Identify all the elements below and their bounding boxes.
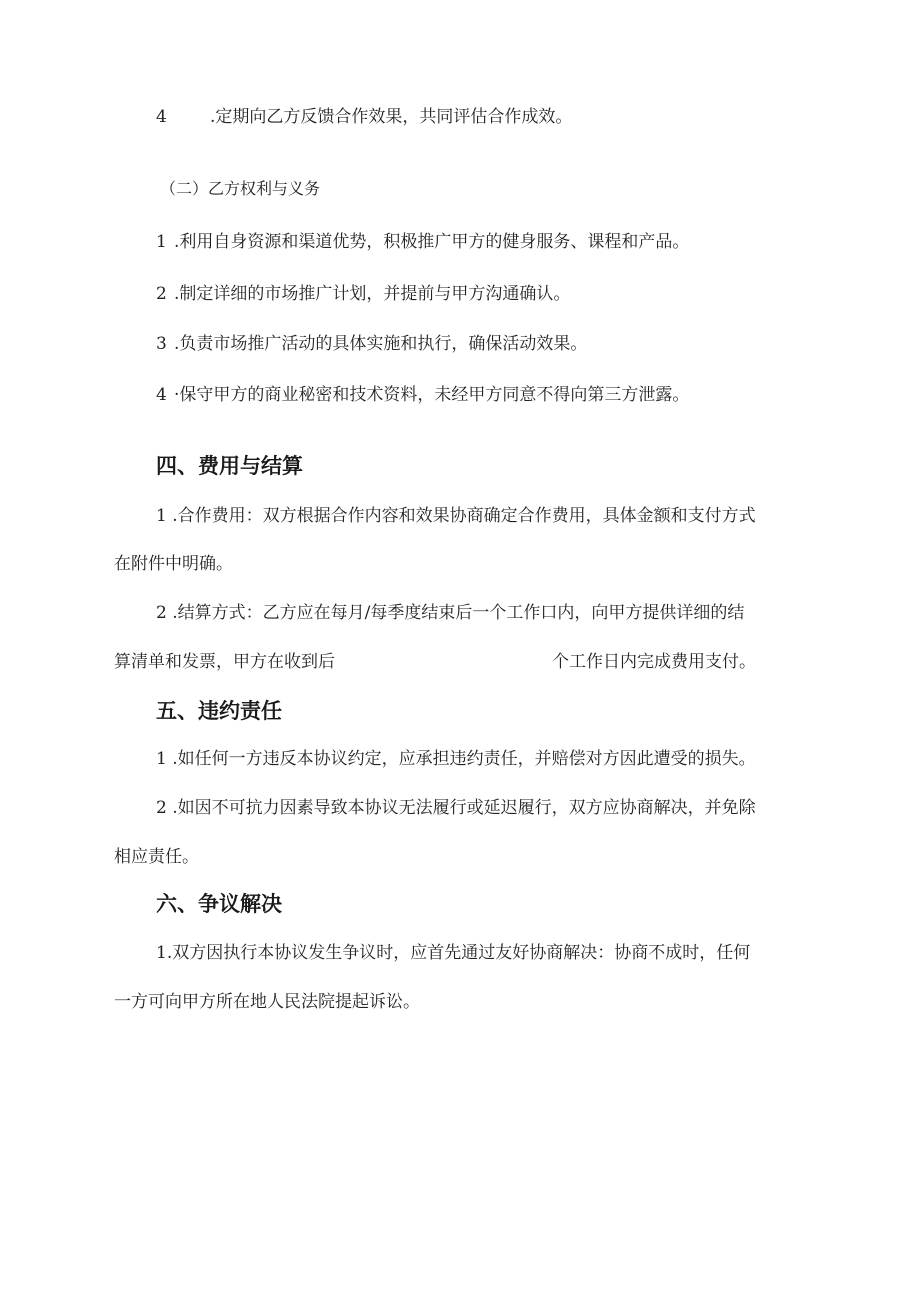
section-4-item-1-line-1: 1 .合作费用：双方根据合作内容和效果协商确定合作费用，具体金额和支付方式 — [156, 506, 756, 526]
section-4-item-1-line-2: 在附件中明确。 — [114, 554, 233, 574]
item-number: 4 — [156, 107, 167, 127]
section-5-item-2-line-1: 2 .如因不可抗力因素导致本协议无法履行或延迟履行，双方应协商解决，并免除 — [156, 798, 756, 818]
partyB-subtitle: （二）乙方权利与义务 — [160, 179, 321, 198]
partyB-item-2 — [156, 283, 570, 305]
item-text: ·保守甲方的商业秘密和技术资料，未经甲方同意不得向第三方泄露。 — [174, 385, 690, 405]
item-number: 1 — [156, 232, 167, 252]
section-4-item-2-line-2b: 个工作日内完成费用支付。 — [552, 652, 756, 672]
partyB-item-4 — [156, 384, 689, 406]
partyA-item-4 — [156, 106, 572, 128]
item-number: 2 — [156, 284, 167, 304]
section-4-title: 四、费用与结算 — [156, 454, 303, 478]
section-6-item-1-line-1: 1.双方因执行本协议发生争议时，应首先通过友好协商解决：协商不成时，任何 — [156, 943, 751, 963]
item-text: .定期向乙方反馈合作效果，共同评估合作成效。 — [210, 107, 573, 127]
item-number: 3 — [156, 334, 167, 354]
section-6-item-1-line-2: 一方可向甲方所在地人民法院提起诉讼。 — [114, 992, 420, 1012]
section-5-item-2-line-2: 相应责任。 — [114, 847, 199, 867]
section-5-item-1-line-1: 1 .如任何一方违反本协议约定，应承担违约责任，并赔偿对方因此遭受的损失。 — [156, 749, 756, 769]
section-4-item-2-line-2a: 算清单和发票，甲方在收到后 — [114, 652, 335, 672]
partyB-item-3 — [156, 333, 587, 355]
section-6-title: 六、争议解决 — [156, 892, 282, 916]
item-number: 4 — [156, 385, 167, 405]
section-4-item-2-line-1: 2 .结算方式：乙方应在每月/每季度结束后一个工作口内，向甲方提供详细的结 — [156, 603, 745, 623]
section-5-title: 五、违约责任 — [156, 699, 282, 723]
item-text: .负责市场推广活动的具体实施和执行，确保活动效果。 — [174, 334, 588, 354]
partyB-item-1 — [156, 231, 689, 253]
item-text: .利用自身资源和渠道优势，积极推广甲方的健身服务、课程和产品。 — [174, 232, 690, 252]
item-text: .制定详细的市场推广计划，并提前与甲方沟通确认。 — [174, 284, 571, 304]
